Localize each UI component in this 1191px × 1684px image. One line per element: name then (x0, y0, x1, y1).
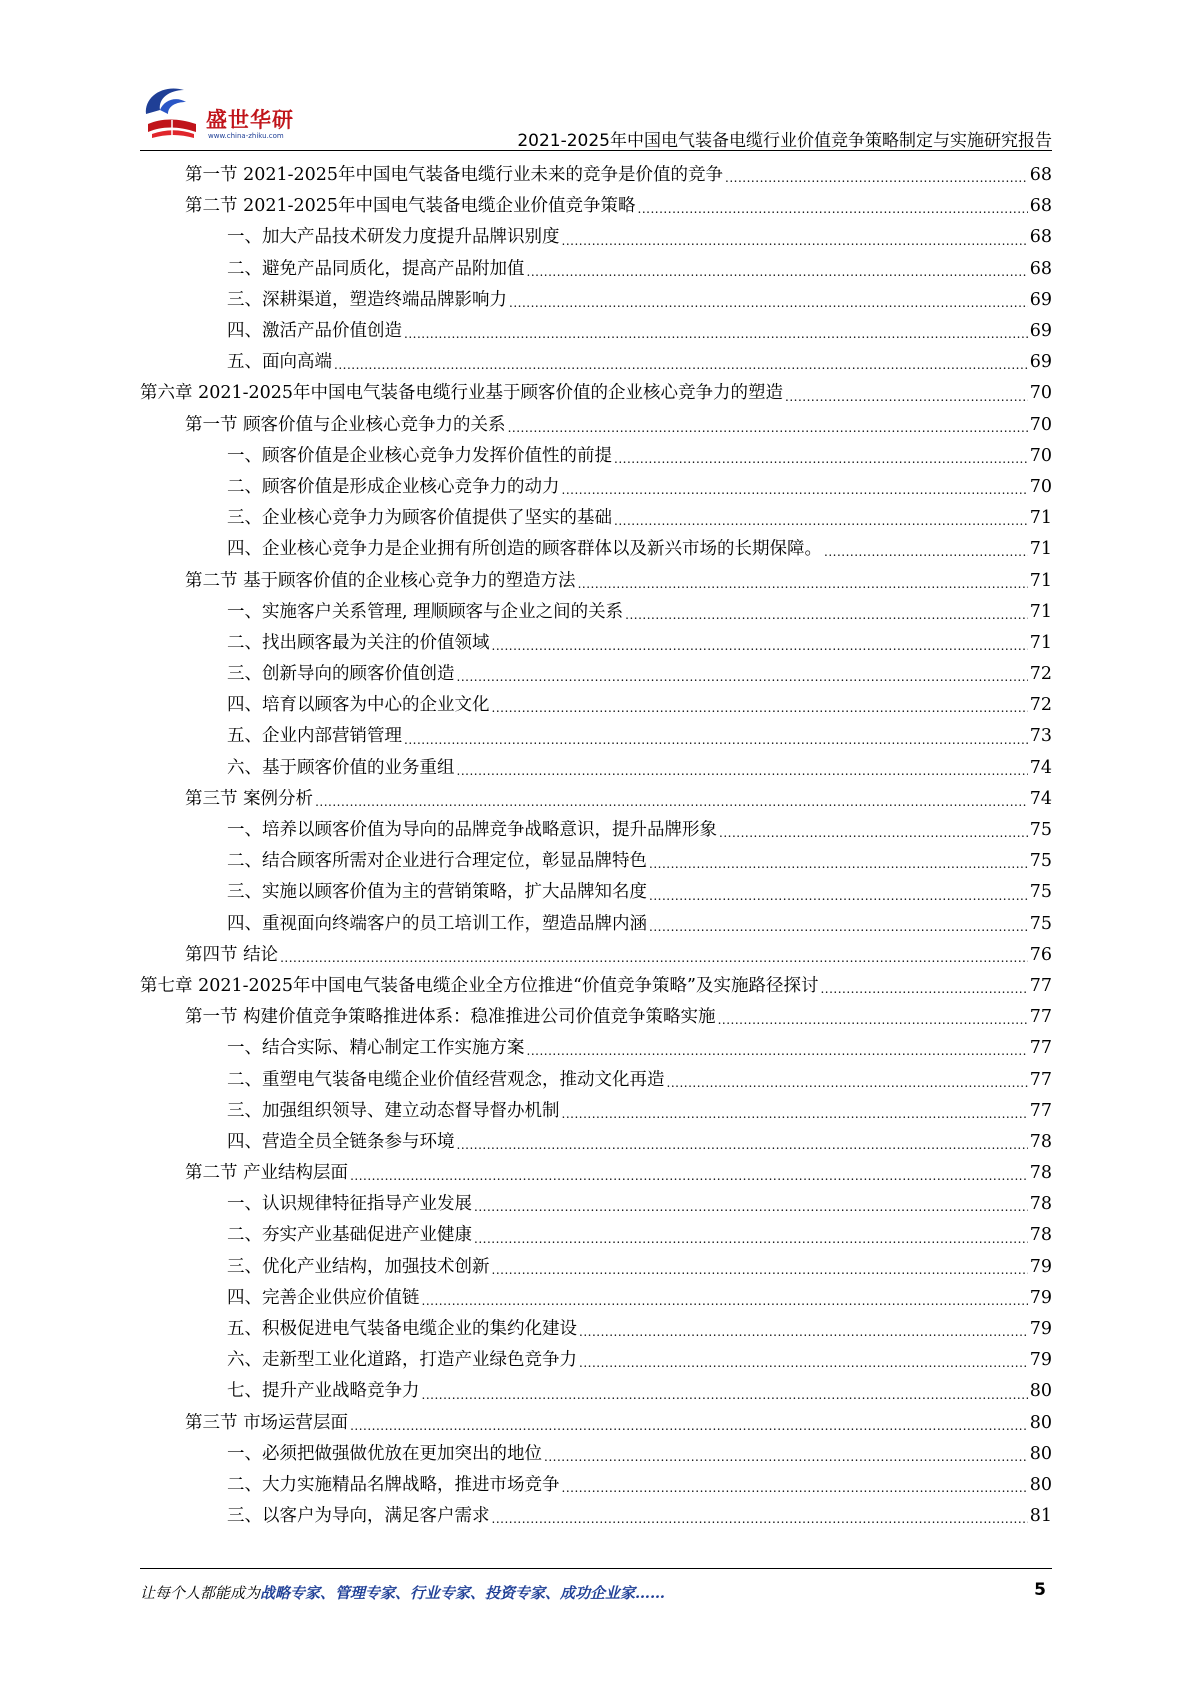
toc-page-number: 70 (1029, 476, 1052, 497)
toc-leader-dots (492, 696, 1028, 721)
slogan-lead: 让每个人都能成为 (140, 1584, 261, 1602)
toc-page-number: 80 (1029, 1381, 1052, 1402)
toc-leader-dots (422, 1383, 1028, 1408)
toc-entry-title: 三、实施以顾客价值为主的营销策略，扩大品牌知名度 (227, 882, 647, 903)
toc-page-number: 70 (1029, 445, 1052, 466)
toc-entry-title: 四、完善企业供应价值链 (227, 1287, 420, 1308)
toc-entry-title: 二、重塑电气装备电缆企业价值经营观念，推动文化再造 (227, 1069, 665, 1090)
toc-entry-title: 三、企业核心竞争力为顾客价值提供了坚实的基础 (227, 508, 612, 529)
toc-page-number: 79 (1029, 1319, 1052, 1340)
toc-entry-title: 四、培育以顾客为中心的企业文化 (227, 695, 490, 716)
toc-leader-dots (562, 229, 1028, 254)
toc-leader-dots (422, 1289, 1028, 1314)
toc-entry-title: 一、必须把做强做优放在更加突出的地位 (227, 1443, 542, 1464)
toc-entry-title: 第二节 产业结构层面 (185, 1163, 349, 1184)
toc-entry-title: 四、重视面向终端客户的员工培训工作，塑造品牌内涵 (227, 913, 647, 934)
toc-entry-title: 二、大力实施精品名牌战略，推进市场竞争 (227, 1474, 560, 1495)
toc-leader-dots (457, 665, 1028, 690)
toc-subsection[interactable] (140, 1376, 1052, 1407)
toc-page-number: 74 (1029, 757, 1052, 778)
logo-emblem-icon (140, 84, 204, 142)
toc-subsection[interactable] (140, 503, 1052, 534)
toc-leader-dots (457, 759, 1028, 784)
toc-entry-title: 第三节 案例分析 (185, 788, 314, 809)
toc-leader-dots (649, 884, 1028, 909)
toc-leader-dots (509, 291, 1028, 316)
toc-leader-dots (725, 166, 1028, 191)
header-divider (140, 150, 1052, 151)
toc-section[interactable] (140, 565, 1052, 596)
toc-section[interactable] (140, 1408, 1052, 1439)
toc-subsection[interactable] (140, 472, 1052, 503)
toc-subsection[interactable] (140, 316, 1052, 347)
toc-leader-dots (649, 915, 1028, 940)
toc-leader-dots (527, 260, 1028, 285)
toc-subsection[interactable] (140, 1501, 1052, 1532)
toc-page-number: 77 (1029, 1007, 1052, 1028)
toc-entry-title: 二、顾客价值是形成企业核心竞争力的动力 (227, 476, 560, 497)
toc-page-number: 78 (1029, 1163, 1052, 1184)
toc-leader-dots (638, 197, 1028, 222)
toc-subsection[interactable] (140, 690, 1052, 721)
toc-entry-title: 一、实施客户关系管理, 理顺顾客与企业之间的关系 (227, 601, 624, 622)
toc-entry-title: 四、营造全员全链条参与环境 (227, 1131, 455, 1152)
toc-page-number: 80 (1029, 1412, 1052, 1433)
toc-entry-title: 三、以客户为导向，满足客户需求 (227, 1506, 490, 1527)
toc-section[interactable] (140, 1158, 1052, 1189)
toc-page-number: 77 (1029, 1069, 1052, 1090)
toc-leader-dots (562, 1102, 1028, 1127)
toc-subsection[interactable] (140, 909, 1052, 940)
toc-page-number: 78 (1029, 1194, 1052, 1215)
toc-leader-dots (719, 821, 1028, 846)
toc-entry-title: 四、企业核心竞争力是企业拥有所创造的顾客群体以及新兴市场的长期保障。 (227, 539, 822, 560)
toc-subsection[interactable] (140, 1033, 1052, 1064)
toc-leader-dots (667, 1071, 1028, 1096)
toc-subsection[interactable] (140, 628, 1052, 659)
toc-section[interactable] (140, 1002, 1052, 1033)
toc-page-number: 69 (1029, 321, 1052, 342)
page-header (140, 80, 1052, 150)
toc-subsection[interactable] (140, 1314, 1052, 1345)
logo-name: 盛世华研 (206, 108, 294, 132)
toc-entry-title: 第六章 2021-2025年中国电气装备电缆行业基于顾客价值的企业核心竞争力的塑造 (140, 383, 784, 404)
toc-page-number: 68 (1029, 258, 1052, 279)
toc-subsection[interactable] (140, 877, 1052, 908)
toc-leader-dots (457, 1133, 1028, 1158)
toc-section[interactable] (140, 191, 1052, 222)
toc-section[interactable] (140, 784, 1052, 815)
toc-section[interactable] (140, 940, 1052, 971)
toc-leader-dots (785, 385, 1028, 410)
footer-slogan (140, 1582, 665, 1603)
toc-leader-dots (625, 603, 1028, 628)
toc-page-number: 80 (1029, 1474, 1052, 1495)
toc-section[interactable] (140, 410, 1052, 441)
slogan-highlight: 战略专家、管理专家、行业专家、投资专家、成功企业家…… (260, 1584, 666, 1602)
toc-page-number: 71 (1029, 632, 1052, 653)
table-of-contents (140, 160, 1052, 1532)
toc-page-number: 76 (1029, 944, 1052, 965)
toc-leader-dots (350, 1164, 1028, 1189)
toc-leader-dots (824, 540, 1028, 565)
toc-leader-dots (474, 1195, 1028, 1220)
toc-leader-dots (315, 790, 1028, 815)
toc-leader-dots (492, 1507, 1028, 1532)
toc-page-number: 71 (1029, 570, 1052, 591)
toc-entry-title: 一、顾客价值是企业核心竞争力发挥价值性的前提 (227, 445, 612, 466)
toc-page-number: 71 (1029, 539, 1052, 560)
toc-page-number: 70 (1029, 383, 1052, 404)
toc-leader-dots (404, 728, 1028, 753)
toc-leader-dots (508, 416, 1028, 441)
toc-page-number: 80 (1029, 1443, 1052, 1464)
toc-page-number: 77 (1029, 1100, 1052, 1121)
toc-entry-title: 五、积极促进电气装备电缆企业的集约化建设 (227, 1319, 577, 1340)
toc-page-number: 81 (1029, 1506, 1052, 1527)
toc-leader-dots (614, 509, 1028, 534)
toc-chapter[interactable] (140, 378, 1052, 409)
toc-page-number: 78 (1029, 1225, 1052, 1246)
toc-page-number: 71 (1029, 508, 1052, 529)
toc-entry-title: 三、深耕渠道，塑造终端品牌影响力 (227, 289, 507, 310)
toc-page-number: 72 (1029, 664, 1052, 685)
toc-page-number: 68 (1029, 227, 1052, 248)
toc-entry-title: 三、创新导向的顾客价值创造 (227, 664, 455, 685)
toc-page-number: 75 (1029, 882, 1052, 903)
toc-page-number: 70 (1029, 414, 1052, 435)
toc-page-number: 69 (1029, 352, 1052, 373)
toc-entry-title: 二、夯实产业基础促进产业健康 (227, 1225, 472, 1246)
page-number: 5 (1034, 1580, 1046, 1600)
toc-entry-title: 一、加大产品技术研发力度提升品牌识别度 (227, 227, 560, 248)
toc-leader-dots (334, 353, 1028, 378)
toc-leader-dots (614, 447, 1028, 472)
toc-page-number: 79 (1029, 1350, 1052, 1371)
toc-subsection[interactable] (140, 721, 1052, 752)
toc-chapter[interactable] (140, 971, 1052, 1002)
toc-subsection[interactable] (140, 1064, 1052, 1095)
toc-page-number: 71 (1029, 601, 1052, 622)
toc-leader-dots (404, 322, 1028, 347)
toc-page-number: 77 (1029, 1038, 1052, 1059)
toc-leader-dots (492, 1258, 1028, 1283)
toc-subsection[interactable] (140, 222, 1052, 253)
toc-subsection[interactable] (140, 1470, 1052, 1501)
toc-entry-title: 二、避免产品同质化，提高产品附加值 (227, 258, 525, 279)
toc-leader-dots (350, 1414, 1028, 1439)
toc-subsection[interactable] (140, 285, 1052, 316)
toc-entry-title: 第七章 2021-2025年中国电气装备电缆企业全方位推进“价值竞争策略”及实施路径探讨 (140, 975, 819, 996)
toc-page-number: 68 (1029, 196, 1052, 217)
toc-leader-dots (280, 946, 1028, 971)
toc-entry-title: 一、培养以顾客价值为导向的品牌竞争战略意识，提升品牌形象 (227, 820, 717, 841)
logo-url: www.china-zhiku.com (208, 132, 284, 140)
toc-entry-title: 七、提升产业战略竞争力 (227, 1381, 420, 1402)
toc-leader-dots (562, 478, 1028, 503)
toc-entry-title: 第一节 顾客价值与企业核心竞争力的关系 (185, 414, 506, 435)
footer-divider (140, 1568, 1052, 1569)
toc-entry-title: 第二节 2021-2025年中国电气装备电缆企业价值竞争策略 (185, 196, 636, 217)
toc-subsection[interactable] (140, 815, 1052, 846)
toc-subsection[interactable] (140, 534, 1052, 565)
toc-subsection[interactable] (140, 659, 1052, 690)
toc-page-number: 72 (1029, 695, 1052, 716)
toc-page-number: 77 (1029, 975, 1052, 996)
toc-leader-dots (718, 1008, 1028, 1033)
toc-entry-title: 第二节 基于顾客价值的企业核心竞争力的塑造方法 (185, 570, 576, 591)
toc-subsection[interactable] (140, 1252, 1052, 1283)
toc-page-number: 75 (1029, 851, 1052, 872)
toc-leader-dots (544, 1445, 1028, 1470)
toc-page-number: 68 (1029, 165, 1052, 186)
toc-entry-title: 第三节 市场运营层面 (185, 1412, 349, 1433)
toc-subsection[interactable] (140, 1439, 1052, 1470)
toc-page-number: 69 (1029, 289, 1052, 310)
toc-leader-dots (492, 634, 1028, 659)
toc-page-number: 75 (1029, 913, 1052, 934)
toc-entry-title: 六、走新型工业化道路，打造产业绿色竞争力 (227, 1350, 577, 1371)
toc-subsection[interactable] (140, 1345, 1052, 1376)
company-logo (140, 80, 310, 146)
toc-page-number: 79 (1029, 1256, 1052, 1277)
toc-page-number: 78 (1029, 1131, 1052, 1152)
document-title: 2021-2025年中国电气装备电缆行业价值竞争策略制定与实施研究报告 (517, 131, 1052, 151)
toc-entry-title: 三、加强组织领导、建立动态督导督办机制 (227, 1100, 560, 1121)
toc-subsection[interactable] (140, 1127, 1052, 1158)
toc-subsection[interactable] (140, 1283, 1052, 1314)
toc-subsection[interactable] (140, 753, 1052, 784)
toc-page-number: 75 (1029, 820, 1052, 841)
toc-leader-dots (579, 1351, 1028, 1376)
toc-subsection[interactable] (140, 254, 1052, 285)
toc-entry-title: 四、激活产品价值创造 (227, 321, 402, 342)
toc-subsection[interactable] (140, 597, 1052, 628)
page-footer (140, 1578, 1052, 1608)
toc-entry-title: 第一节 构建价值竞争策略推进体系：稳准推进公司价值竞争策略实施 (185, 1007, 716, 1028)
toc-leader-dots (820, 977, 1027, 1002)
toc-leader-dots (649, 852, 1028, 877)
toc-leader-dots (562, 1476, 1028, 1501)
toc-leader-dots (474, 1227, 1028, 1252)
toc-subsection[interactable] (140, 347, 1052, 378)
toc-entry-title: 第四节 结论 (185, 944, 279, 965)
toc-subsection[interactable] (140, 1220, 1052, 1251)
toc-entry-title: 第一节 2021-2025年中国电气装备电缆行业未来的竞争是价值的竞争 (185, 165, 724, 186)
toc-subsection[interactable] (140, 441, 1052, 472)
toc-entry-title: 一、认识规律特征指导产业发展 (227, 1194, 472, 1215)
toc-page-number: 79 (1029, 1287, 1052, 1308)
toc-section[interactable] (140, 160, 1052, 191)
toc-page-number: 74 (1029, 788, 1052, 809)
toc-page-number: 73 (1029, 726, 1052, 747)
toc-entry-title: 一、结合实际、精心制定工作实施方案 (227, 1038, 525, 1059)
toc-leader-dots (578, 572, 1028, 597)
toc-leader-dots (527, 1039, 1028, 1064)
toc-subsection[interactable] (140, 1189, 1052, 1220)
toc-subsection[interactable] (140, 846, 1052, 877)
toc-entry-title: 三、优化产业结构，加强技术创新 (227, 1256, 490, 1277)
toc-entry-title: 六、基于顾客价值的业务重组 (227, 757, 455, 778)
toc-entry-title: 五、企业内部营销管理 (227, 726, 402, 747)
toc-leader-dots (579, 1320, 1028, 1345)
toc-subsection[interactable] (140, 1096, 1052, 1127)
toc-entry-title: 五、面向高端 (227, 352, 332, 373)
toc-entry-title: 二、结合顾客所需对企业进行合理定位，彰显品牌特色 (227, 851, 647, 872)
toc-entry-title: 二、找出顾客最为关注的价值领域 (227, 632, 490, 653)
